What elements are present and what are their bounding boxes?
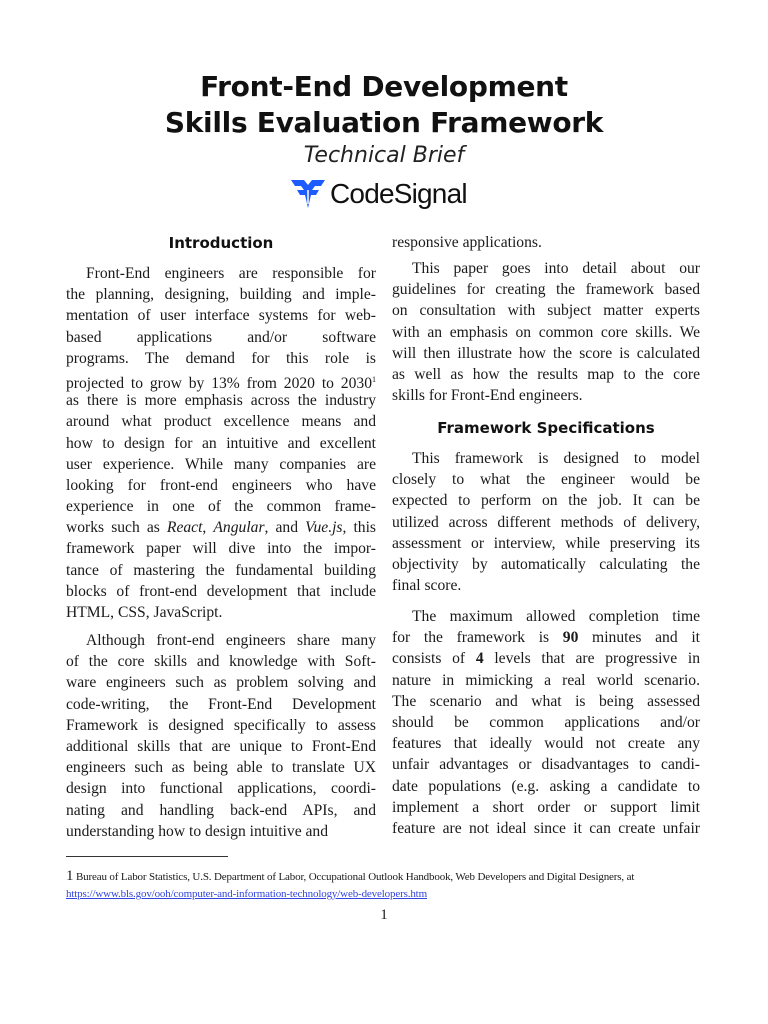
paragraph [392,448,700,596]
footnote-link[interactable]: https://www.bls.gov/ooh/computer-and-information-technology/web-developers.htm [66,888,427,900]
text-line: as well as how the results map to the core [392,365,700,383]
text-line: Although front-end engineers share many [86,632,376,649]
page-number: 1 [380,907,388,923]
title-line-1: Front-End Development [200,70,568,103]
footnote [66,868,706,903]
text-segment: minutes and it [578,629,700,647]
text-line: guidelines for creating the framework based [392,281,700,299]
text-line: will then illustrate how the score is calculated [392,344,700,362]
text-line: tance of mastering the fundamental building [66,561,376,579]
footnote-text: Bureau of Labor Statistics, U.S. Department of Labor, Occupational Outlook Handbook, Web Developers and Digital Designers, at [73,871,635,883]
text-line: ware engineers such as problem solving and [66,674,376,692]
text-line: should be common applications and/or [392,713,700,731]
text-line: objectivity by automatically calculating the [392,555,700,573]
footnote-ref: 1 [372,374,376,384]
text-line: as there is more emphasis across the industry [66,392,376,410]
text-segment: Angular [213,519,265,537]
subtitle: Technical Brief [303,143,465,168]
text-line: The maximum allowed completion time [412,608,700,625]
text-segment: React [166,519,203,537]
paragraph [392,232,700,253]
text-line: engineers such as being able to translate UX [66,759,376,777]
logo-text: CodeSignal [330,178,467,209]
text-line: on consultation with subject matter experts [392,302,700,320]
title-line-2: Skills Evaluation Framework [164,106,604,139]
codesignal-logo [290,178,467,210]
text-line: utilized across different methods of delivery, [392,513,700,531]
text-line: mentation of user interface systems for web- [66,307,376,325]
text-segment: 90 [562,629,579,647]
footnote-divider [66,856,228,857]
text-line: programs. The demand for this role is [66,349,376,367]
text-line: code-writing, the Front-End Development [66,695,376,713]
text-line: responsive applications. [392,234,542,251]
text-line: additional skills that are unique to Front-End [66,737,376,755]
text-segment: , and [264,519,306,537]
text-line [66,369,376,390]
heading-introduction: Introduction [168,234,274,252]
text-segment: , this [342,519,377,537]
text-line [392,627,700,648]
text-line: user experience. While many companies are [66,455,376,473]
text-line: expected to perform on the job. It can be [392,492,700,510]
paragraph [392,606,700,839]
text-line: blocks of front-end development that include [66,582,376,600]
text-segment: consists of [392,650,476,668]
text-line: design into functional applications, coordi- [66,780,376,798]
text-line: Framework is designed specifically to assess [66,716,376,734]
text-line: nating and handling back-end APIs, and [66,801,376,819]
text-segment: levels that are progressive in [483,650,700,668]
text-segment: works such as [66,519,167,537]
text-line: date populations (e.g. asking a candidate to [392,777,700,795]
text-line: final score. [392,577,462,595]
text-line: implement a short order or support limit [392,798,700,816]
text-line: This framework is designed to model [412,450,700,467]
text-line: feature are not ideal since it can create unfair [392,819,700,837]
paragraph [66,630,376,842]
text-line: understanding how to design intuitive and [66,822,329,840]
text-line: how to design for an intuitive and excellent [66,434,376,452]
text-segment: Vue.js [305,519,343,537]
text-line: with an emphasis on common core skills. We [392,323,700,341]
text-line: the planning, designing, building and imple- [66,286,376,304]
paragraph [66,263,376,623]
text-line: assessment or interview, while preserving its [392,534,700,552]
text-segment: for the framework is [392,629,563,647]
codesignal-logo-icon [290,178,326,210]
text-segment: 4 [475,650,484,668]
text-line: unfair advantages or disadvantages to candi- [392,756,700,774]
text-line: features that ideally would not create any [392,735,700,753]
text-line [392,648,700,669]
footnote-number: 1 [66,868,74,884]
text-segment: , [202,519,214,537]
text-line: around what product excellence means and [66,413,376,431]
text-line: This paper goes into detail about our [412,260,700,277]
text-line: Front-End engineers are responsible for [86,265,376,282]
text-line: closely to what the engineer would be [392,471,700,489]
text-line: nature in mimicking a real world scenario. [392,671,700,689]
text-line: looking for front-end engineers who have [66,476,376,494]
text-line: experience in one of the common frame- [66,498,376,516]
heading-framework-specifications: Framework Specifications [437,419,655,437]
text-line: framework paper will dive into the impor- [66,540,376,558]
text-line: skills for Front-End engineers. [392,387,583,405]
paragraph [392,258,700,406]
text-segment: projected to grow by 13% from 2020 to 2030 [66,374,372,392]
text-line: HTML, CSS, JavaScript. [66,604,223,621]
text-line: The scenario and what is being assessed [392,692,700,710]
text-line [66,517,376,538]
text-line: of the core skills and knowledge with Soft- [66,653,376,671]
text-line: based applications and/or software [66,328,376,346]
